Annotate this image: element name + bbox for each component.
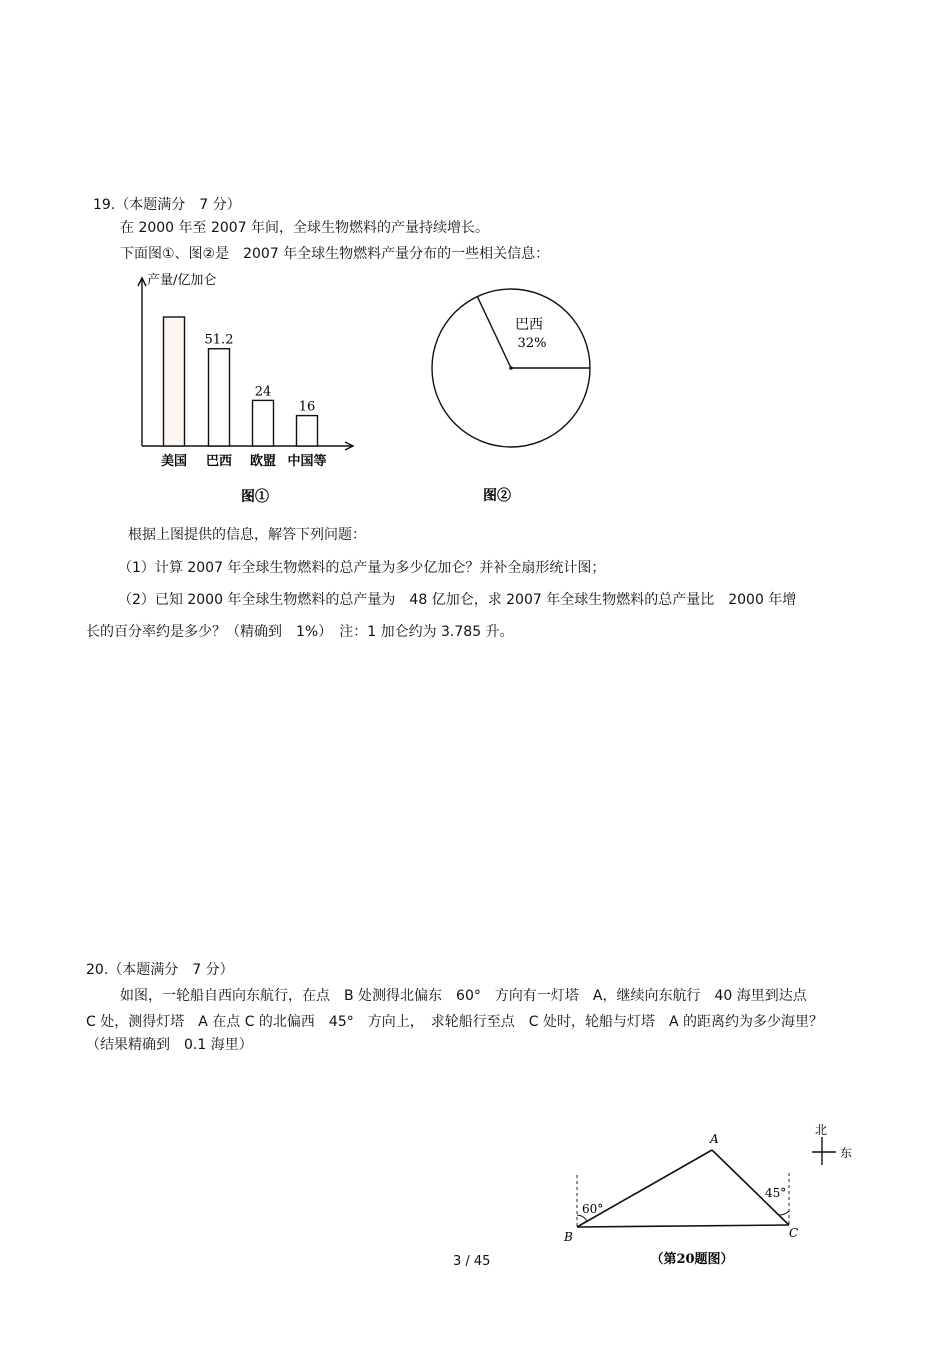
angle-arc-c: [779, 1211, 789, 1215]
q20-text-line: 如图，一轮船自西向东航行，在点 B 处测得北偏东 60° 方向有一灯塔 A，继续向东航行 40 海里到达点: [120, 988, 807, 1004]
q19-intro-line: 在 2000 年至 2007 年间，全球生物燃料的产量持续增长。: [120, 220, 490, 236]
pie-center-dot: [509, 366, 513, 370]
bar-category-label-2: 欧盟: [249, 454, 277, 469]
bar-chart: [125, 268, 365, 508]
bar-0-unknown: [164, 317, 185, 446]
bar-category-label-3: 中国等: [287, 454, 327, 469]
q19-part1: （1）计算 2007 年全球生物燃料的总产量为多少亿加仑？并补全扇形统计图；: [118, 560, 606, 576]
angle-c-label: 45°: [765, 1186, 787, 1200]
q19-part2-line1: （2）已知 2000 年全球生物燃料的总产量为 48 亿加仑，求 2007 年全球生物燃料的总产量比 2000 年增: [118, 592, 797, 608]
point-b-label: B: [564, 1230, 573, 1244]
bar-2: [253, 400, 274, 446]
bar-data-label-2: 24: [254, 384, 272, 400]
pie-slice-label-brazil: 巴西: [515, 317, 543, 333]
bar-data-label-3: 16: [298, 399, 316, 415]
q20-text-line: C 处，测得灯塔 A 在点 C 的北偏西 45° 方向上， 求轮船行至点 C 处时，轮船与灯塔 A 的距离约为多少海里？: [86, 1014, 823, 1030]
bar-1: [209, 349, 230, 446]
point-a-label: A: [710, 1132, 719, 1146]
angle-b-label: 60°: [582, 1202, 604, 1216]
pie-slice-value-brazil: 32%: [517, 336, 547, 351]
q19-header: 19.（本题满分 7 分）: [93, 197, 241, 213]
point-c-label: C: [789, 1226, 799, 1240]
q19-intro-line: 下面图①、图②是 2007 年全球生物燃料产量分布的一些相关信息：: [120, 246, 550, 262]
q19-part2-line2: 长的百分率约是多少？（精确到 1%） 注：1 加仑约为 3.785 升。: [86, 624, 514, 640]
bar-3: [297, 416, 318, 446]
bar-category-label-0: 美国: [160, 454, 188, 469]
pie-chart-marks: [432, 289, 590, 447]
pie-chart: [425, 282, 625, 522]
figure-caption: （第20题图）: [650, 1252, 734, 1267]
bar-chart-ylabel: 产量/亿加仑: [147, 273, 217, 288]
q20-header: 20.（本题满分 7 分）: [86, 962, 234, 978]
segment-bc: [577, 1225, 789, 1227]
bar-data-label-1: 51.2: [204, 332, 234, 348]
triangle-figure: [560, 1115, 860, 1275]
compass-east-label: 东: [840, 1146, 853, 1160]
pie-chart-caption: 图②: [483, 488, 511, 504]
page-number: 3 / 45: [453, 1254, 491, 1269]
bar-chart-caption: 图①: [241, 489, 269, 505]
compass-north-label: 北: [815, 1123, 828, 1137]
q20-text-line: （结果精确到 0.1 海里）: [86, 1037, 253, 1053]
q19-prompt-line: 根据上图提供的信息，解答下列问题：: [128, 527, 366, 543]
bar-category-label-1: 巴西: [205, 454, 233, 469]
